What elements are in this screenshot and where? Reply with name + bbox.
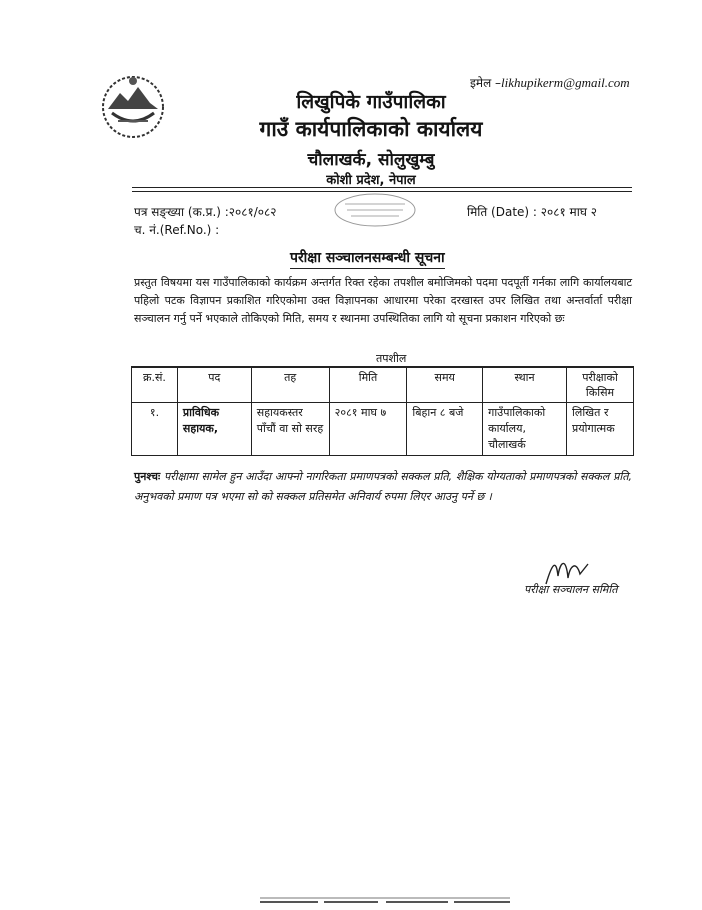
signer-name: परीक्षा सञ्चालन समिति — [524, 583, 618, 596]
notice-body: प्रस्तुत विषयमा यस गाउँपालिकाको कार्यक्रम अन्तर्गत रिक्त रहेका तपशील बमोजिमको पदमा पदपूर्ती गर्नका लागि कार्यालयबाट पहिलो पटक विज्ञापन प्रकाशित गरिएकोमा उक्त विज्ञापनका आधारमा परेका दरखास्त उपर लिखित तथा अन्तर्वार्ता परीक्षा सञ्चालन गर्नु पर्ने भएकाले तोकिएको मिति, समय र स्थानमा उपस्थितिका लागि यो सूचना प्रकाशन गरिएको छः — [134, 276, 632, 326]
email-address: likhupikerm@gmail.com — [501, 75, 630, 90]
cell-time: बिहान ८ बजे — [407, 403, 483, 456]
cell-level: सहायकस्तर पाँचौं वा सो सरह — [251, 403, 329, 456]
office-name: गाउँ कार्यपालिकाको कार्यालय — [259, 117, 483, 141]
table-row — [132, 403, 634, 456]
header-time: समय — [407, 367, 483, 403]
postscript — [134, 467, 632, 507]
cell-post: प्राविधिक सहायक, — [177, 403, 251, 456]
reference-number: च. नं.(Ref.No.) : — [134, 223, 220, 237]
province-country: कोशी प्रदेश, नेपाल — [326, 173, 416, 188]
cell-exam-type: लिखित र प्रयोगात्मक — [567, 403, 634, 456]
header-rule-top — [132, 187, 632, 188]
cell-serial: १. — [132, 403, 178, 456]
header-post: पद — [177, 367, 251, 403]
postscript-text: परीक्षामा सामेल हुन आउँदा आफ्नो नागरिकता प्रमाणपत्रको सक्कल प्रति, शैक्षिक योग्यताको प्रमाणपत्रको सक्कल प्रति, अनुभवको प्रमाण पत्र भएमा सो को सक्कल प्रतिसमेत अनिवार्य रुपमा लिएर आउनु पर्ने छ । — [134, 470, 632, 503]
notice-title: परीक्षा सञ्चालनसम्बन्धी सूचना — [290, 248, 445, 269]
header-date: मिति — [329, 367, 407, 403]
office-location: चौलाखर्क, सोलुखुम्बु — [307, 150, 435, 170]
cell-venue: गाउँपालिकाको कार्यालय, चौलाखर्क — [483, 403, 567, 456]
office-stamp-icon — [325, 190, 425, 230]
email-label: इमेल – — [470, 76, 502, 90]
table-header-row — [132, 367, 634, 403]
header-level: तह — [251, 367, 329, 403]
cell-date: २०८१ माघ ७ — [329, 403, 407, 456]
postscript-label: पुनश्चः — [134, 470, 161, 483]
header-venue: स्थान — [483, 367, 567, 403]
schedule-label: तपशील — [376, 352, 407, 365]
letter-number: पत्र सङ्ख्या (क.प्र.) :२०८१/०८२ — [134, 205, 277, 219]
municipality-name: लिखुपिके गाउँपालिका — [296, 91, 446, 113]
header-exam-type: परीक्षाको किसिम — [567, 367, 634, 403]
letter-date: मिति (Date) : २०८१ माघ २ — [467, 205, 597, 219]
header-serial: क्र.सं. — [132, 367, 178, 403]
exam-schedule-table — [131, 366, 634, 456]
footer-text-fragment-icon — [258, 896, 512, 910]
